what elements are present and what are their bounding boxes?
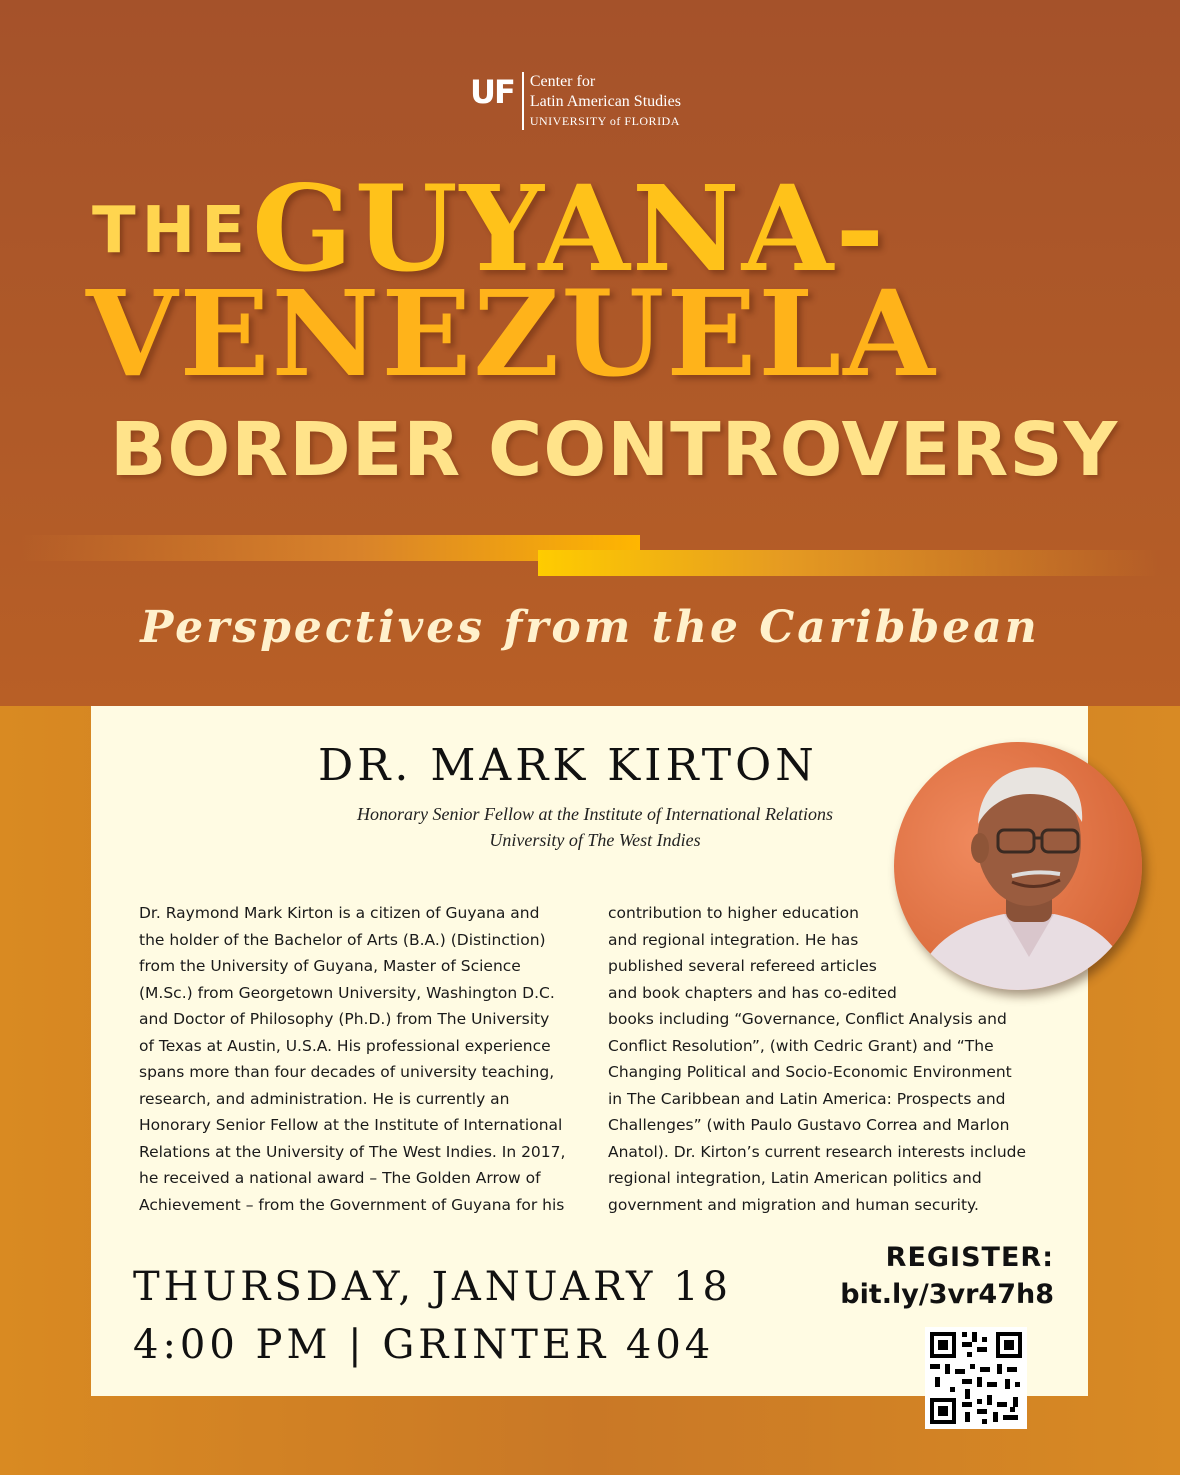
bio-line: Relations at the University of The West Indies. In 2017, [139, 1142, 566, 1161]
bio-line: Achievement – from the Government of Guyana for his [139, 1195, 565, 1214]
bio-line: regional integration, Latin American politics and [608, 1169, 982, 1187]
headline-the: THE [92, 194, 251, 268]
bio-line: in The Caribbean and Latin America: Prospects and [608, 1089, 1006, 1108]
bio-line: books including “Governance, Conflict Analysis and [608, 1010, 1007, 1028]
qr-code-graphic [925, 1327, 1027, 1429]
bio-column-left [139, 900, 589, 1218]
bio-line: and book chapters and has co-edited [608, 983, 897, 1002]
speaker-affiliation-1: Honorary Senior Fellow at the Institute of International Relations [357, 804, 833, 824]
headline-venezuela: VENEZUELA [86, 264, 937, 403]
bio-line: and Doctor of Philosophy (Ph.D.) from The University [139, 1010, 550, 1028]
bio-line: Conflict Resolution”, (with Cedric Grant) and “The [608, 1036, 994, 1055]
bio-line: Honorary Senior Fellow at the Institute of International [139, 1116, 563, 1134]
headline-border-controversy: BORDER CONTROVERSY [110, 407, 1119, 493]
bio-line: and regional integration. He has [608, 930, 859, 949]
bio-line: Challenges” (with Paulo Gustavo Correa and Marlon [608, 1116, 1010, 1134]
register-label: REGISTER: [885, 1242, 1054, 1273]
event-time-location: 4:00 PM | GRINTER 404 [133, 1322, 715, 1368]
bio-line: from the University of Guyana, Master of Science [139, 957, 521, 975]
logo-line-1: Center for [529, 73, 596, 90]
bio-line: Anatol). Dr. Kirton’s current research interests include [608, 1142, 1027, 1161]
register-link[interactable]: bit.ly/3vr47h8 [840, 1279, 1054, 1310]
uf-logo-mark: UF [470, 73, 514, 111]
bio-column-right [608, 900, 1048, 1218]
headline-guyana: GUYANA- [252, 159, 887, 298]
bio-line: of Texas at Austin, U.S.A. His professional experience [139, 1036, 551, 1055]
speaker-affiliation-2: University of The West Indies [489, 830, 701, 850]
logo-line-2: Latin American Studies [529, 93, 681, 110]
uf-center-logo [470, 72, 681, 130]
qr-code-icon[interactable] [925, 1327, 1027, 1429]
bio-line: he received a national award – The Golden Arrow of [139, 1169, 541, 1187]
subtitle: Perspectives from the Caribbean [140, 602, 1040, 653]
bio-line: Dr. Raymond Mark Kirton is a citizen of Guyana and [139, 904, 540, 922]
bio-line: research, and administration. He is currently an [139, 1089, 510, 1108]
bio-line: the holder of the Bachelor of Arts (B.A.) (Distinction) [139, 930, 546, 949]
bio-line: (M.Sc.) from Georgetown University, Washington D.C. [139, 983, 555, 1002]
bio-line: published several refereed articles [608, 957, 877, 975]
bio-line: contribution to higher education [608, 904, 859, 922]
speaker-name: DR. MARK KIRTON [318, 740, 818, 791]
event-date: THURSDAY, JANUARY 18 [133, 1264, 733, 1310]
bio-line: government and migration and human security. [608, 1195, 979, 1214]
logo-text [522, 72, 681, 130]
bio-line: spans more than four decades of university teaching, [139, 1063, 555, 1081]
decorative-bar-right [538, 550, 1158, 576]
logo-line-3: UNIVERSITY of FLORIDA [529, 114, 680, 128]
bio-line: Changing Political and Socio-Economic Environment [608, 1063, 1012, 1081]
